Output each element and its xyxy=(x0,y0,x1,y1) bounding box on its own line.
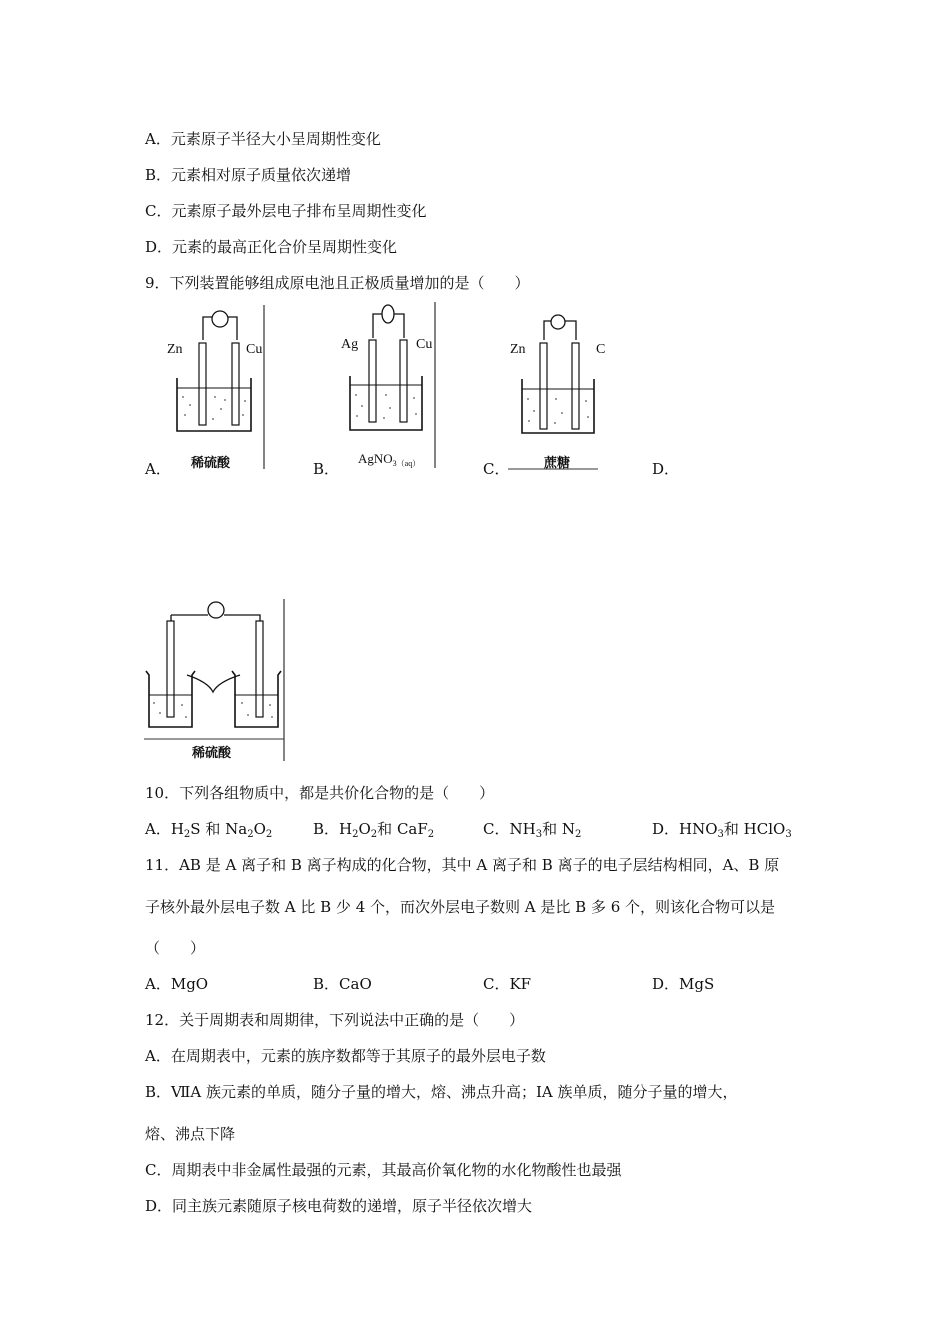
q11-option-c: C．KF xyxy=(483,975,532,993)
figure-b-caption xyxy=(358,451,420,468)
q8-option-d: D．元素的最高正化合价呈周期性变化 xyxy=(145,238,398,256)
q10-option-d-part: D．HNO xyxy=(652,820,718,838)
q10-option-c-sub: 2 xyxy=(574,829,582,840)
q10-option-d xyxy=(652,818,792,840)
q9-letter-d: D． xyxy=(652,460,680,478)
q9-letter-b: B． xyxy=(313,460,340,478)
q10-option-a-part: A．H xyxy=(145,820,184,838)
q10-option-d-sub: 3 xyxy=(717,829,724,840)
q9-letter-a: A． xyxy=(145,460,171,478)
q11-option-b: B．CaO xyxy=(313,975,372,993)
figure-b-right-label: Cu xyxy=(416,337,433,352)
figure-b-caption-main: AgNO xyxy=(358,451,393,466)
q11-stem-line-2: 子核外最外层电子数 A 比 B 少 4 个，而次外层电子数则 A 是比 B 多 6 个，则该化合物可以是 xyxy=(145,898,776,916)
q10-option-c-part: 和 N xyxy=(542,820,575,838)
q12-option-d: D．同主族元素随原子核电荷数的递增，原子半径依次增大 xyxy=(145,1197,533,1215)
q8-option-a: A．元素原子半径大小呈周期性变化 xyxy=(145,130,381,148)
q10-stem: 10．下列各组物质中，都是共价化合物的是（ ） xyxy=(145,784,495,802)
q10-option-b-part: 和 CaF xyxy=(377,820,428,838)
figure-c-right-label: C xyxy=(596,342,606,357)
q10-option-a-sub: 2 xyxy=(265,829,273,840)
figure-b-caption-sub: 3（aq） xyxy=(392,459,421,468)
q12-stem: 12．关于周期表和周期律，下列说法中正确的是（ ） xyxy=(145,1011,525,1029)
q8-option-c: C．元素原子最外层电子排布呈周期性变化 xyxy=(145,202,427,220)
q8-option-b: B．元素相对原子质量依次递增 xyxy=(145,166,352,184)
q10-option-c-part: C．NH xyxy=(483,820,536,838)
q10-option-c-sub: 3 xyxy=(535,829,543,840)
q12-option-b-line-1: B．ⅦA 族元素的单质，随分子量的增大，熔、沸点升高；ⅠA 族单质，随分子量的增大， xyxy=(145,1083,738,1101)
q10-option-c xyxy=(483,818,581,840)
figure-d-two-beaker-cell xyxy=(140,597,290,765)
figure-b-left-label: Ag xyxy=(341,337,359,352)
figure-c-zn-c-cell xyxy=(508,305,606,473)
q10-option-a-part: O xyxy=(253,820,266,838)
figure-a-right-label: Cu xyxy=(246,342,263,357)
q10-option-d-part: 和 HClO xyxy=(723,820,786,838)
q11-stem-line-3: （ ） xyxy=(145,939,206,957)
q12-option-a: A．在周期表中，元素的族序数都等于其原子的最外层电子数 xyxy=(145,1047,546,1065)
q10-option-a-sub: 2 xyxy=(247,829,254,840)
figure-a-zn-cu-cell xyxy=(165,305,270,473)
figure-d-caption: 稀硫酸 xyxy=(192,746,232,761)
q12-option-c: C．周期表中非金属性最强的元素，其最高价氧化物的水化物酸性也最强 xyxy=(145,1161,622,1179)
figure-b-ag-cu-cell xyxy=(338,300,443,472)
q9-stem: 9．下列装置能够组成原电池且正极质量增加的是（ ） xyxy=(145,274,530,292)
q10-option-d-sub: 3 xyxy=(785,829,792,840)
q10-option-a-part: S 和 Na xyxy=(190,820,248,838)
q12-option-b-line-2: 熔、沸点下降 xyxy=(145,1125,236,1143)
q10-option-b-sub: 2 xyxy=(427,829,435,840)
figure-a-left-label: Zn xyxy=(167,342,183,357)
q10-option-b-sub: 2 xyxy=(352,829,359,840)
q11-option-d: D．MgS xyxy=(652,975,715,993)
q10-option-b-part: O xyxy=(358,820,371,838)
q9-letter-c: C． xyxy=(483,460,510,478)
figure-c-caption: 蔗糖 xyxy=(544,456,571,471)
figure-a-caption: 稀硫酸 xyxy=(191,456,231,471)
q10-option-b-sub: 2 xyxy=(370,829,378,840)
q11-option-a: A．MgO xyxy=(145,975,209,993)
q11-stem-line-1: 11．AB 是 A 离子和 B 离子构成的化合物，其中 A 离子和 B 离子的电子层结构相同，A、B 原 xyxy=(145,856,780,874)
q10-option-a xyxy=(145,818,272,840)
figure-c-left-label: Zn xyxy=(510,342,526,357)
q10-option-a-sub: 2 xyxy=(183,829,191,840)
q10-option-b-part: B．H xyxy=(313,820,353,838)
q10-option-b xyxy=(313,818,434,840)
